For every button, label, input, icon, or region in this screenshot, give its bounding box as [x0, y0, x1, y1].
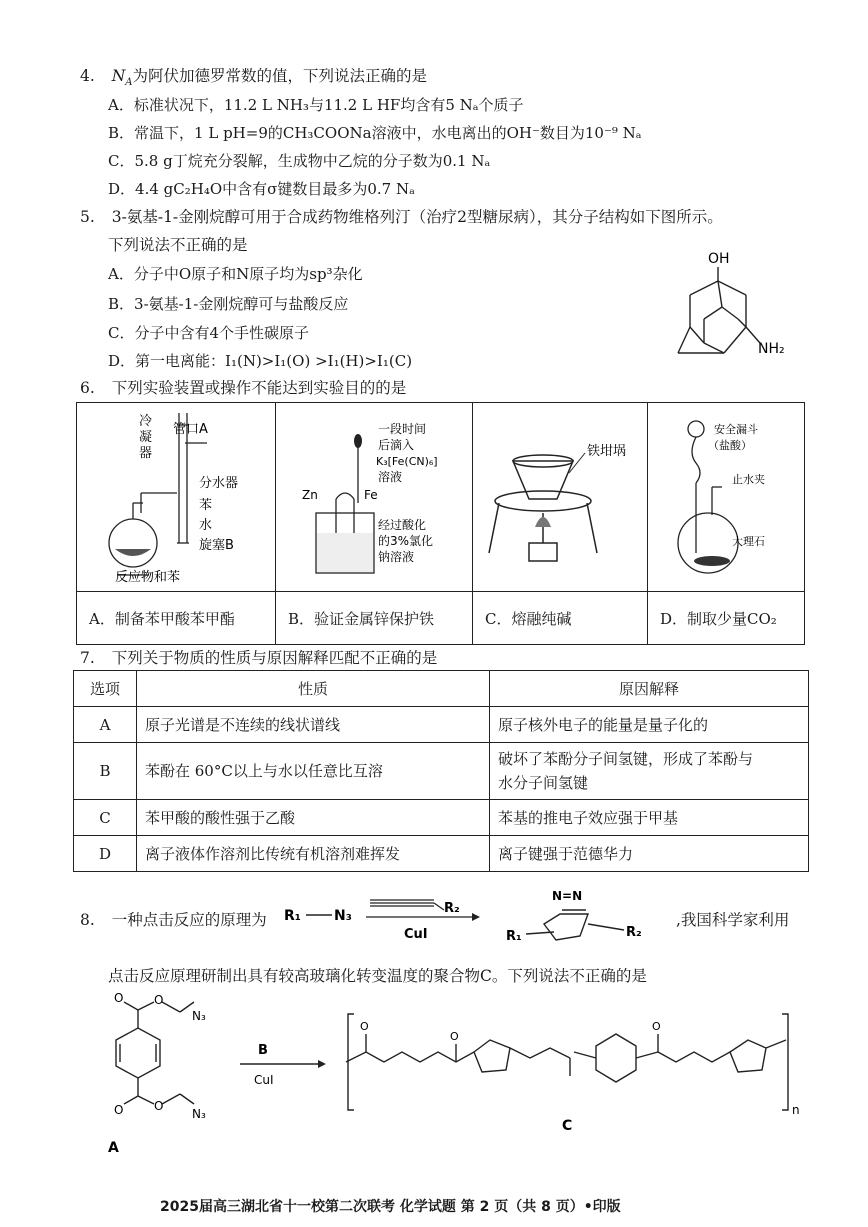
r1-product-label: R₁ — [506, 929, 522, 944]
q4-stem: 4. $N_A$为阿伏加德罗常数的值，下列说法正确的是 — [80, 67, 428, 89]
caption-d: D．制取少量CO₂ — [648, 592, 805, 645]
reagent-cui-label: CuI — [254, 1073, 274, 1087]
label-zn: Zn — [302, 488, 318, 502]
r1-label: R₁ — [284, 908, 301, 924]
compound-a-label: A — [108, 1140, 119, 1156]
apparatus-d-diagram — [648, 403, 804, 587]
row-reason: 原子核外电子的能量是量子化的 — [490, 707, 809, 743]
q5-stem — [80, 205, 723, 227]
label-reactants: 反应物和苯 — [115, 570, 181, 585]
polymer-c-structure — [340, 1000, 820, 1140]
o-atom: O — [154, 993, 164, 1007]
page-footer: 2025届高三湖北省十一校第二次联考 化学试题 第 2 页（共 8 页）•印版 — [160, 1199, 621, 1215]
q7-table — [73, 670, 809, 872]
o-atom: O — [652, 1020, 661, 1033]
row-option: A — [74, 707, 137, 743]
caption-b: B．验证金属锌保护铁 — [276, 592, 473, 645]
q4-number: 4. — [80, 67, 95, 85]
apparatus-c-cell — [473, 403, 648, 592]
repeat-unit-n: n — [792, 1103, 800, 1117]
label-port-a: 管口A — [173, 422, 208, 437]
label-b-line9: 钠溶液 — [378, 550, 415, 564]
label-b-reagent: K₃[Fe(CN)₆] — [376, 455, 438, 468]
row-property: 苯酚在 60°C以上与水以任意比互溶 — [137, 743, 490, 800]
o-atom: O — [114, 1103, 124, 1117]
apparatus-c-diagram — [473, 403, 647, 587]
label-condenser-2: 凝 — [139, 430, 153, 445]
row-reason-line1: 破坏了苯酚分子间氢键，形成了苯酚与 — [498, 750, 754, 768]
label-hcl: （盐酸） — [708, 439, 752, 452]
q8-stem-line1: 一种点击反应的原理为 — [111, 911, 267, 929]
r2-reagent-label: R₂ — [444, 901, 460, 916]
apparatus-a-diagram — [77, 403, 275, 587]
header-property: 性质 — [137, 671, 490, 707]
reaction-arrow-b — [240, 1040, 330, 1090]
cui-label: CuI — [404, 927, 428, 942]
label-b-line8: 的3%氯化 — [378, 534, 434, 548]
click-reaction-scheme — [284, 882, 724, 952]
q6-apparatus-table — [76, 402, 805, 645]
reagent-b-label: B — [258, 1043, 268, 1058]
q8-number: 8. — [80, 911, 95, 929]
azide-group: N₃ — [192, 1107, 206, 1121]
label-b-line1: 一段时间 — [378, 422, 427, 436]
label-fe: Fe — [364, 488, 378, 502]
label-funnel: 安全漏斗 — [714, 423, 758, 436]
label-clamp: 止水夹 — [732, 473, 765, 486]
row-reason — [490, 743, 809, 800]
table-row — [74, 743, 809, 800]
oh-label: OH — [708, 251, 730, 267]
q4-option-a: A．标准状况下，11.2 L NH₃与11.2 L HF均含有5 Nₐ个质子 — [108, 96, 524, 114]
caption-c: C．熔融纯碱 — [473, 592, 648, 645]
compound-a-structure — [76, 990, 226, 1160]
label-iron-crucible: 铁坩埚 — [587, 444, 627, 459]
table-row — [74, 836, 809, 872]
q5-number: 5. — [80, 208, 95, 226]
label-separator: 分水器 — [199, 476, 239, 491]
o-atom: O — [450, 1030, 459, 1043]
nh2-label: NH₂ — [758, 341, 785, 357]
row-property: 离子液体作溶剂比传统有机溶剂难挥发 — [137, 836, 490, 872]
q7-stem-text: 下列关于物质的性质与原因解释匹配不正确的是 — [111, 649, 438, 667]
label-stopcock-b: 旋塞B — [199, 538, 234, 553]
apparatus-a-cell — [77, 403, 276, 592]
azide-group: N₃ — [192, 1009, 206, 1023]
table-row — [74, 800, 809, 836]
r2-product-label: R₂ — [626, 925, 642, 940]
label-condenser-1: 冷 — [139, 414, 153, 429]
q5-stem-line1: 3-氨基-1-金刚烷醇可用于合成药物维格列汀（治疗2型糖尿病），其分子结构如下图所示。 — [111, 208, 723, 226]
q7-number: 7. — [80, 649, 95, 667]
triazole-n-label: N=N — [552, 889, 583, 903]
row-option: C — [74, 800, 137, 836]
q4-stem-text: 为阿伏加德罗常数的值，下列说法正确的是 — [132, 67, 428, 85]
label-marble: 大理石 — [732, 535, 765, 548]
header-option: 选项 — [74, 671, 137, 707]
label-water: 水 — [199, 518, 213, 533]
q6-stem-text: 下列实验装置或操作不能达到实验目的的是 — [111, 379, 407, 397]
label-b-line4: 溶液 — [378, 470, 403, 484]
q5-option-d: D．第一电离能：I₁(N)>I₁(O) >I₁(H)>I₁(C) — [108, 352, 413, 370]
q8-stem — [80, 908, 267, 930]
q4-option-b: B．常温下，1 L pH=9的CH₃COONa溶液中，水电离出的OH⁻数目为10⁻⁹ Nₐ — [108, 124, 642, 142]
q5-stem-line2: 下列说法不正确的是 — [108, 236, 248, 254]
o-atom: O — [360, 1020, 369, 1033]
row-option: D — [74, 836, 137, 872]
o-atom: O — [114, 991, 124, 1005]
apparatus-b-cell — [276, 403, 473, 592]
q6-stem — [80, 376, 406, 398]
q8-stem-line2: 点击反应原理研制出具有较高玻璃化转变温度的聚合物C。下列说法不正确的是 — [108, 967, 647, 985]
o-atom: O — [154, 1099, 164, 1113]
q5-option-c: C．分子中含有4个手性碳原子 — [108, 324, 310, 342]
compound-c-label: C — [562, 1118, 573, 1134]
aminoadamantanol-structure — [660, 245, 800, 365]
row-property: 原子光谱是不连续的线状谱线 — [137, 707, 490, 743]
label-b-line7: 经过酸化 — [378, 518, 427, 532]
caption-a: A．制备苯甲酸苯甲酯 — [77, 592, 276, 645]
row-reason-line2: 水分子间氢键 — [498, 774, 589, 792]
q5-option-b: B．3-氨基-1-金刚烷醇可与盐酸反应 — [108, 295, 349, 313]
q5-option-a: A．分子中O原子和N原子均为sp³杂化 — [108, 265, 363, 283]
q4-option-d: D．4.4 gC₂H₄O中含有σ键数目最多为0.7 Nₐ — [108, 180, 415, 198]
q8-stem-tail: ,我国科学家利用 — [676, 911, 790, 929]
n3-label: N₃ — [334, 908, 352, 924]
table-row — [74, 707, 809, 743]
q7-stem — [80, 646, 437, 668]
row-option: B — [74, 743, 137, 800]
label-b-line2: 后滴入 — [378, 438, 415, 452]
apparatus-b-diagram — [276, 403, 472, 587]
row-reason: 离子键强于范德华力 — [490, 836, 809, 872]
q4-option-c: C．5.8 g丁烷充分裂解，生成物中乙烷的分子数为0.1 Nₐ — [108, 152, 491, 170]
header-reason: 原因解释 — [490, 671, 809, 707]
row-property: 苯甲酸的酸性强于乙酸 — [137, 800, 490, 836]
label-benzene: 苯 — [199, 498, 213, 513]
q6-number: 6. — [80, 379, 95, 397]
row-reason: 苯基的推电子效应强于甲基 — [490, 800, 809, 836]
label-condenser-3: 器 — [139, 446, 153, 461]
apparatus-d-cell — [648, 403, 805, 592]
